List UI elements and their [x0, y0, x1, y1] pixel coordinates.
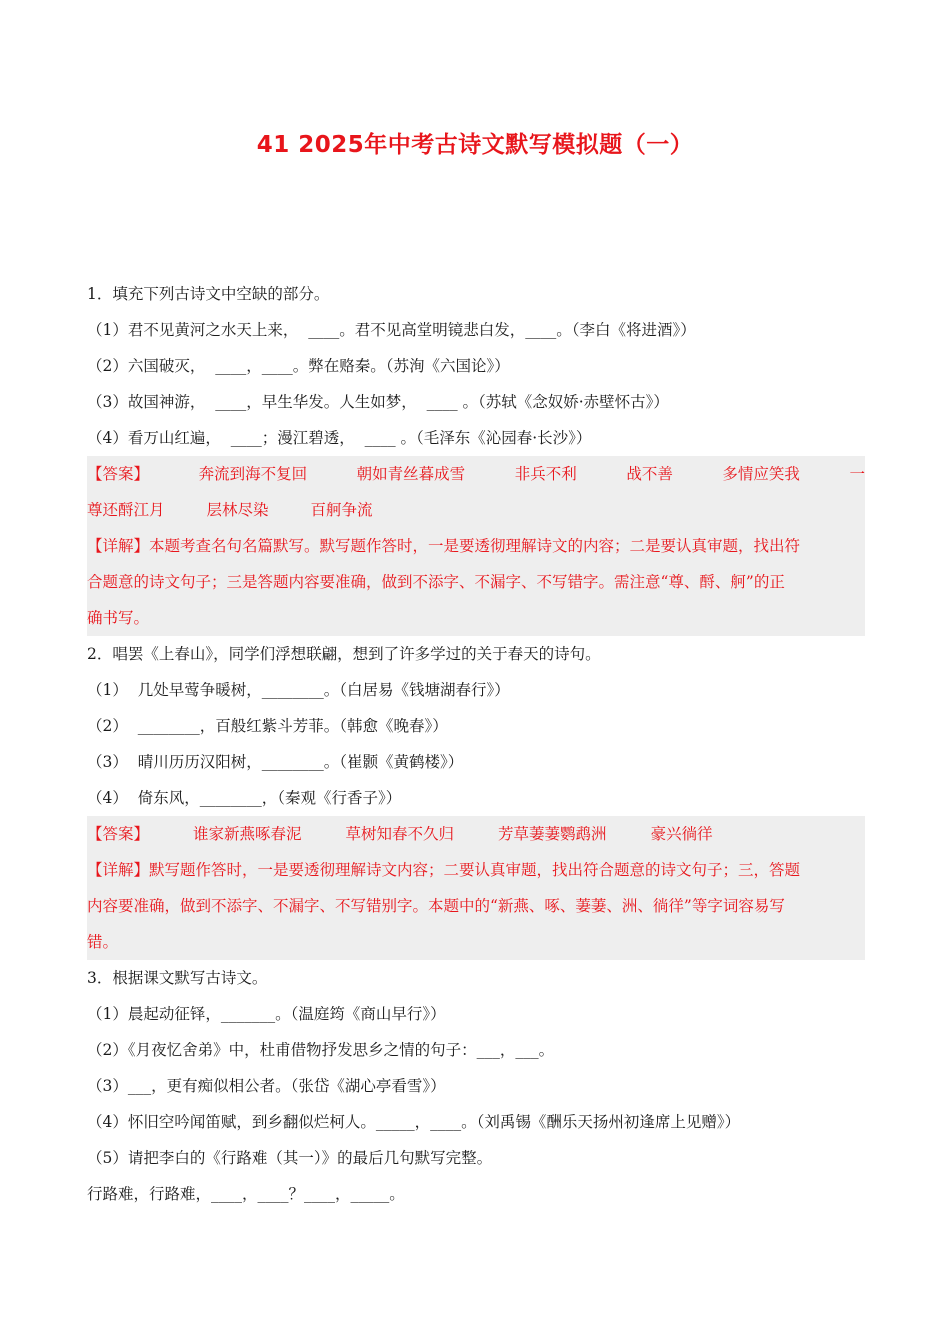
question-item: （1） 几处早莺争暖树，________。（白居易《钱塘湖春行》）	[87, 681, 510, 699]
answer-item: 多情应笑我	[722, 465, 800, 483]
answer-line	[87, 456, 865, 492]
answer-tag: 【答案】	[87, 465, 150, 483]
question-stem: 2．唱罢《上春山》，同学们浮想联翩，想到了许多学过的关于春天的诗句。	[87, 645, 601, 663]
answer-item: 芳草萋萋鹦鹉洲	[498, 825, 607, 843]
answer-item: 朝如青丝暮成雪	[356, 465, 466, 483]
question-item: （4）看万山红遍， ____；漫江碧透， ____ 。（毛泽东《沁园春·长沙》）	[87, 429, 592, 447]
question-item: （3）___，更有痴似相公者。（张岱《湖心亭看雪》）	[87, 1077, 446, 1095]
detail-text: 本题考查名句名篇默写。默写题作答时，一是要透彻理解诗文的内容；二是要认真审题，找出符	[149, 537, 801, 555]
question-1	[87, 276, 865, 636]
answer-item: 谁家新燕啄春泥	[193, 825, 302, 843]
answer-block	[87, 816, 865, 960]
question-item: （3） 晴川历历汉阳树，________。（崔颢《黄鹤楼》）	[87, 753, 464, 771]
question-item: 行路难，行路难，____，____？____，_____。	[87, 1185, 405, 1203]
document-body	[87, 276, 865, 1212]
question-item: （5）请把李白的《行路难（其一）》的最后几句默写完整。	[87, 1149, 493, 1167]
detail-line: 内容要准确，做到不添字、不漏字、不写错别字。本题中的“新燕、啄、萋萋、洲、徜徉”等字词容易写	[87, 897, 785, 915]
detail-tag: 【详解】	[87, 537, 150, 555]
detail-line: 确书写。	[87, 609, 150, 627]
question-item: （2） ________，百般红紫斗芳菲。（韩愈《晚春》）	[87, 717, 448, 735]
question-item: （1）晨起动征铎，_______。（温庭筠《商山早行》）	[87, 1005, 446, 1023]
page-title: 41 2025年中考古诗文默写模拟题（一）	[256, 132, 694, 158]
answer-line	[87, 492, 865, 528]
answer-item: 草树知春不久归	[345, 825, 455, 843]
detail-text: 默写题作答时，一是要透彻理解诗文内容；二要认真审题，找出符合题意的诗文句子；三，答题	[149, 861, 801, 879]
question-item: （3）故国神游， ____，早生华发。人生如梦， ____ 。（苏轼《念奴娇·赤壁怀古》）	[87, 393, 669, 411]
answer-item: 一	[849, 465, 865, 483]
detail-line	[87, 528, 865, 564]
question-item: （2）《月夜忆舍弟》中，杜甫借物抒发思乡之情的句子：___，___。	[87, 1041, 555, 1059]
question-2	[87, 636, 865, 960]
answer-line	[87, 816, 865, 852]
question-stem: 3．根据课文默写古诗文。	[87, 969, 268, 987]
question-item: （1）君不见黄河之水天上来， ____。君不见高堂明镜悲白发，____。（李白《将进酒》）	[87, 321, 696, 339]
answer-item: 百舸争流	[310, 501, 373, 519]
answer-block	[87, 456, 865, 636]
answer-item: 层林尽染	[206, 501, 269, 519]
detail-line: 合题意的诗文句子；三是答题内容要准确，做到不添字、不漏字、不写错字。需注意“尊、酹、舸”的正	[87, 573, 785, 591]
question-3	[87, 960, 865, 1212]
answer-tag: 【答案】	[87, 825, 150, 843]
question-item: （2）六国破灭， ____，____。弊在赂秦。（苏洵《六国论》）	[87, 357, 510, 375]
question-item: （4） 倚东风，________，（秦观《行香子》）	[87, 789, 402, 807]
answer-item: 奔流到海不复回	[198, 465, 308, 483]
answer-item: 尊还酹江月	[87, 501, 165, 519]
detail-line	[87, 852, 865, 888]
question-stem: 1．填充下列古诗文中空缺的部分。	[87, 285, 330, 303]
detail-line: 错。	[87, 933, 119, 951]
answer-item: 战不善	[626, 465, 673, 483]
answer-item: 豪兴徜徉	[650, 825, 713, 843]
question-item: （4）怀旧空吟闻笛赋，到乡翻似烂柯人。_____，____。（刘禹锡《酬乐天扬州初逢席上见赠》）	[87, 1113, 741, 1131]
answer-item: 非兵不利	[514, 465, 577, 483]
detail-tag: 【详解】	[87, 861, 150, 879]
